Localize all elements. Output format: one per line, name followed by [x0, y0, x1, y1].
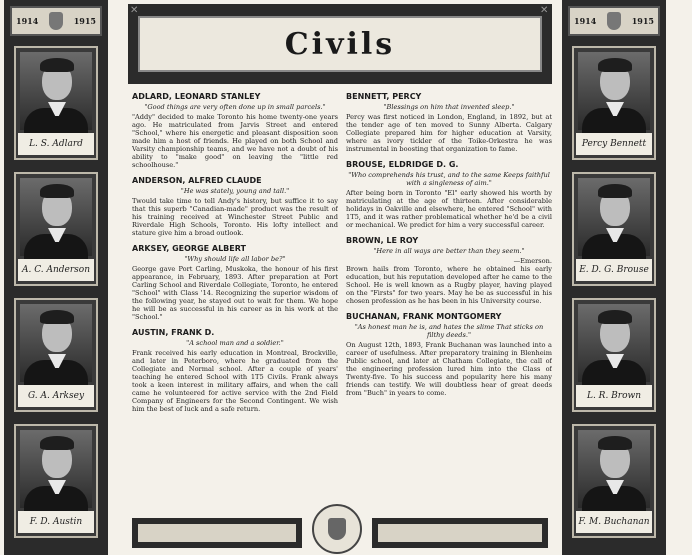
right-portrait-column [562, 0, 666, 555]
portrait-photo [20, 52, 92, 130]
portrait-photo [20, 430, 92, 508]
signature: A. C. Anderson [18, 259, 94, 281]
signature: F. M. Buchanan [576, 511, 652, 533]
portrait-buchanan [572, 424, 656, 538]
portrait-arksey [14, 298, 98, 412]
entry-quote: "He was stately, young and tall." [180, 187, 290, 195]
entry-quote: "Why should life all labor be?" [184, 255, 286, 263]
entry-name: ADLARD, LEONARD STANLEY [132, 92, 261, 101]
entry-name: ARKSEY, GEORGE ALBERT [132, 244, 246, 253]
portrait-photo [578, 304, 650, 382]
entry-name: AUSTIN, FRANK D. [132, 328, 215, 337]
signature: F. D. Austin [18, 511, 94, 533]
signature: G. A. Arksey [18, 385, 94, 407]
portrait-austin [14, 424, 98, 538]
title-panel [138, 16, 542, 72]
title-frame [128, 4, 552, 84]
bottom-ornament-left [132, 518, 302, 548]
year-banner-right [568, 6, 660, 36]
entry-quote: "Blessings on him that invented sleep." [383, 103, 515, 111]
year-label: 1914 [16, 16, 39, 26]
entry-quote: "As honest man he is, and hates the slime That sticks on filthy deeds." [354, 323, 544, 339]
year-label: 1914 [574, 16, 597, 26]
entry-arksey [132, 244, 338, 321]
entry-body: On August 12th, 1893, Frank Buchanan was launched into a career of usefulness. After preparatory training in Blenheim Public school, and later at Chatham Collegiate, the call of the engineering profession lured him into the Class of Twenty-five. To his success and popularity here his many friends can testify. We will doubtless hear of great deeds from "Buch" in years to come. [346, 341, 552, 397]
entry-name: BROUSE, ELDRIDGE D. G. [346, 160, 459, 169]
year-banner-left [10, 6, 102, 36]
entry-name: BROWN, LE ROY [346, 236, 419, 245]
entry-buchanan [346, 312, 552, 397]
university-seal-icon [312, 504, 362, 554]
entry-anderson [132, 176, 338, 237]
corner-ornament-icon: ✕ [130, 5, 139, 16]
portrait-adlard [14, 46, 98, 160]
portrait-brouse [572, 172, 656, 286]
entry-name: BUCHANAN, FRANK MONTGOMERY [346, 312, 502, 321]
entry-adlard [132, 92, 338, 169]
entry-quote-author: —Emerson. [513, 257, 552, 265]
entry-body: After being born in Toronto "El" early showed his worth by matriculating at the age of thirteen. After considerable holidays in Oakville and elsewhere, he entered "School" with 1T5, and it was rather problematical whether he'd be a civil or mechanical. We predict for him a very successful career. [346, 189, 552, 229]
entry-quote: "Here in all ways are better than they seem." [373, 247, 525, 255]
entry-body: "Addy" decided to make Toronto his home twenty-one years ago. He matriculated from Jarvis Street and entered "School," where his energetic and pleasant disposition soon made him a host of friends. He played on both School and Varsity championship teams, and we have not a doubt of his ability to "make good" on leaving the "little red schoolhouse." [132, 113, 338, 169]
portrait-photo [578, 430, 650, 508]
crest-icon [607, 12, 621, 30]
entry-quote: "A school man and a soldier." [186, 339, 284, 347]
page-title: Civils [284, 26, 396, 62]
signature: L. S. Adlard [18, 133, 94, 155]
portrait-brown [572, 298, 656, 412]
portrait-photo [578, 52, 650, 130]
entry-name: ANDERSON, ALFRED CLAUDE [132, 176, 262, 185]
entry-name: BENNETT, PERCY [346, 92, 422, 101]
entry-quote: "Good things are very often done up in small parcels." [144, 103, 326, 111]
signature: E. D. G. Brouse [576, 259, 652, 281]
entry-body: Brown hails from Toronto, where he obtained his early education, but his reputation developed after he came to the School. He is well known as a Rugby player, having played on the "Firsts" for two years. May he be as successful in his chosen profession as he has been in his University course. [346, 265, 552, 305]
crest-icon [49, 12, 63, 30]
entry-body: Twould take time to tell Andy's history, but suffice it to say that this superb "Canadian-made" product was the result of his training received at Winchester Street Public and Riverdale High Schools, Toronto. His lofty intellect and stature give him a broad outlook. [132, 197, 338, 237]
entry-body: George gave Port Carling, Muskoka, the honour of his first appearance, in February, 1893. After preparation at Port Carling School and Riverdale Collegiate, Toronto, he entered "School" with Class '14. Recognizing the superior wisdom of the following year, he stayed out to wait for them. We hope he will be as successful in his career as in his work at the "School." [132, 265, 338, 321]
entry-bennett [346, 92, 552, 153]
portrait-photo [20, 304, 92, 382]
entry-body: Percy was first noticed in London, England, in 1892, but at the tender age of ten moved to Sunny Alberta. Calgary Collegiate prepared him for higher education at Varsity, where as ivory tickler of the Toike-Orkestra he was instrumental in boosting that organization to fame. [346, 113, 552, 153]
year-label: 1915 [73, 16, 96, 26]
signature: L. R. Brown [576, 385, 652, 407]
portrait-bennett [572, 46, 656, 160]
text-column-left [132, 92, 338, 512]
portrait-photo [20, 178, 92, 256]
signature: Percy Bennett [576, 133, 652, 155]
portrait-anderson [14, 172, 98, 286]
entry-brown [346, 236, 552, 305]
corner-ornament-icon: ✕ [540, 5, 549, 16]
year-label: 1915 [631, 16, 654, 26]
entry-brouse [346, 160, 552, 229]
entry-body: Frank received his early education in Montreal, Brockville, and later in Peterboro, where he graduated from the Collegiate and Normal school. After a couple of years' teaching he entered School with 1T5 Civils. Frank always took a keen interest in military affairs, and when the call came he volunteered for active service with the 2nd Field Company of Engineers for the Second Contingent. We wish him the best of luck and a safe return. [132, 349, 338, 413]
bottom-ornament-right [372, 518, 548, 548]
entry-quote: "Who comprehends his trust, and to the same Keeps faithful with a singleness of aim." [348, 171, 550, 187]
text-column-right [346, 92, 552, 512]
left-portrait-column [4, 0, 108, 555]
entry-austin [132, 328, 338, 413]
portrait-photo [578, 178, 650, 256]
